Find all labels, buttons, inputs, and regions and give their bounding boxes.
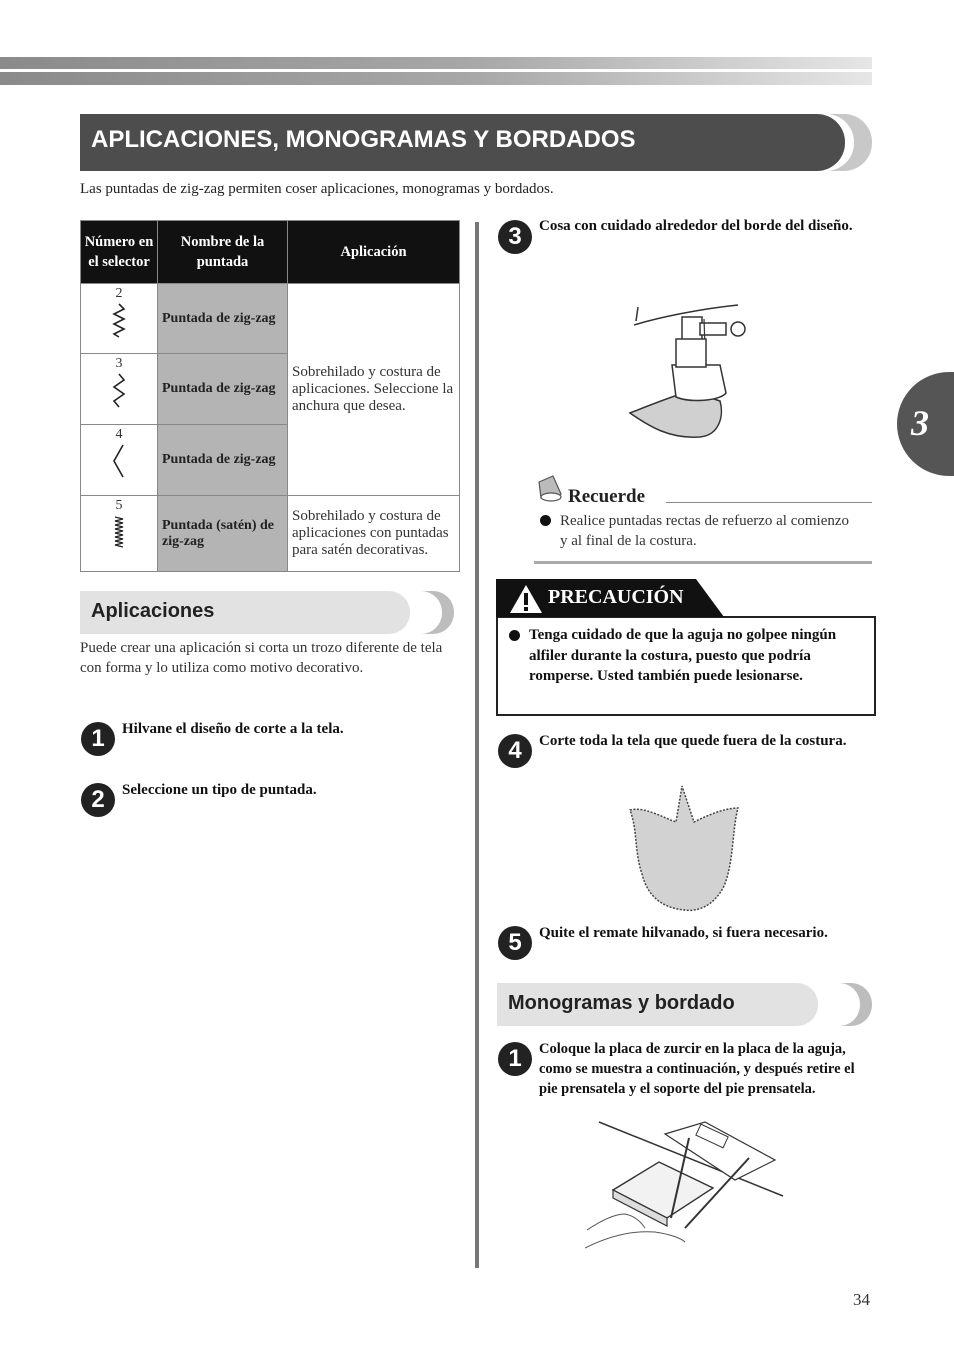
section-banner bbox=[80, 114, 872, 171]
step-text-4: Corte toda la tela que quede fuera de la costura. bbox=[539, 733, 847, 749]
aplicaciones-banner bbox=[80, 591, 454, 634]
zigzag-stitch-icon bbox=[111, 302, 127, 338]
monogramas-banner bbox=[497, 983, 872, 1026]
warning-icon bbox=[508, 583, 544, 615]
stitch-name: Puntada (satén) de zig-zag bbox=[158, 496, 288, 572]
monogramas-step-number-1: 1 bbox=[498, 1042, 532, 1076]
step-number-5: 5 bbox=[498, 926, 532, 960]
precaucion-text: Tenga cuidado de que la aguja no golpee ningún alfiler durante la costura, puesto que podría romperse. Usted también puede lesionarse. bbox=[529, 627, 837, 684]
monogramas-title: Monogramas y bordado bbox=[508, 992, 735, 1014]
stitch-name: Puntada de zig-zag bbox=[158, 354, 288, 425]
stitch-application: Sobrehilado y costura de aplicaciones con puntadas para satén decorativas. bbox=[288, 496, 460, 572]
aplicaciones-title: Aplicaciones bbox=[91, 600, 215, 622]
stitch-number: 3 bbox=[115, 356, 123, 371]
step-number-4: 4 bbox=[498, 734, 532, 768]
stitch-table bbox=[80, 220, 460, 572]
stitch-name: Puntada de zig-zag bbox=[158, 425, 288, 496]
step-number-2: 2 bbox=[81, 783, 115, 817]
chapter-number: 3 bbox=[911, 403, 929, 443]
precaucion-title: PRECAUCIÓN bbox=[548, 586, 684, 608]
bell-icon bbox=[533, 474, 565, 506]
step-text-3: Cosa con cuidado alrededor del borde del diseño. bbox=[539, 218, 853, 234]
stitch-application: Sobrehilado y costura de aplicaciones. Seleccione la anchura que desea. bbox=[288, 284, 460, 496]
monogramas-step-text-1: Coloque la placa de zurcir en la placa de la aguja, como se muestra a continuación, y después retire el pie prensatela y el soporte del pie prensatela. bbox=[539, 1041, 855, 1097]
zigzag-stitch-icon bbox=[111, 443, 127, 479]
stitch-number: 4 bbox=[115, 427, 123, 442]
header-name: Nombre de la puntada bbox=[158, 221, 288, 284]
page-title: APLICACIONES, MONOGRAMAS Y BORDADOS bbox=[91, 126, 636, 153]
chapter-tab bbox=[897, 372, 954, 476]
table-row bbox=[81, 284, 460, 354]
column-divider bbox=[475, 222, 479, 1268]
header-number: Número en el selector bbox=[81, 221, 158, 284]
table-header-row bbox=[81, 221, 460, 284]
step-text-2: Seleccione un tipo de puntada. bbox=[122, 782, 317, 798]
bullet-icon bbox=[509, 630, 520, 641]
step-text-5: Quite el remate hilvanado, si fuera necesario. bbox=[539, 925, 828, 941]
presser-foot-illustration bbox=[620, 295, 755, 445]
step-text-1: Hilvane el diseño de corte a la tela. bbox=[122, 721, 344, 737]
page-number: 34 bbox=[853, 1290, 870, 1309]
satin-stitch-icon bbox=[111, 514, 127, 550]
stitch-number: 2 bbox=[115, 286, 123, 301]
recuerde-rule bbox=[666, 502, 872, 503]
bullet-icon bbox=[540, 515, 551, 526]
header-stripes bbox=[0, 57, 872, 85]
step-number-3: 3 bbox=[498, 220, 532, 254]
header-application: Aplicación bbox=[288, 221, 460, 284]
recuerde-bottom-rule bbox=[534, 561, 872, 564]
applique-shape-illustration bbox=[624, 782, 744, 914]
step-number-1: 1 bbox=[81, 722, 115, 756]
stitch-number: 5 bbox=[115, 498, 123, 513]
table-row bbox=[81, 496, 460, 572]
darning-plate-illustration bbox=[585, 1118, 785, 1260]
stitch-name: Puntada de zig-zag bbox=[158, 284, 288, 354]
zigzag-stitch-icon bbox=[111, 372, 127, 408]
intro-text: Las puntadas de zig-zag permiten coser aplicaciones, monogramas y bordados. bbox=[80, 181, 554, 197]
recuerde-title: Recuerde bbox=[568, 486, 646, 507]
recuerde-text: Realice puntadas rectas de refuerzo al comienzo y al final de la costura. bbox=[560, 513, 850, 549]
aplicaciones-description: Puede crear una aplicación si corta un trozo diferente de tela con forma y lo utiliza como motivo decorativo. bbox=[80, 640, 443, 676]
